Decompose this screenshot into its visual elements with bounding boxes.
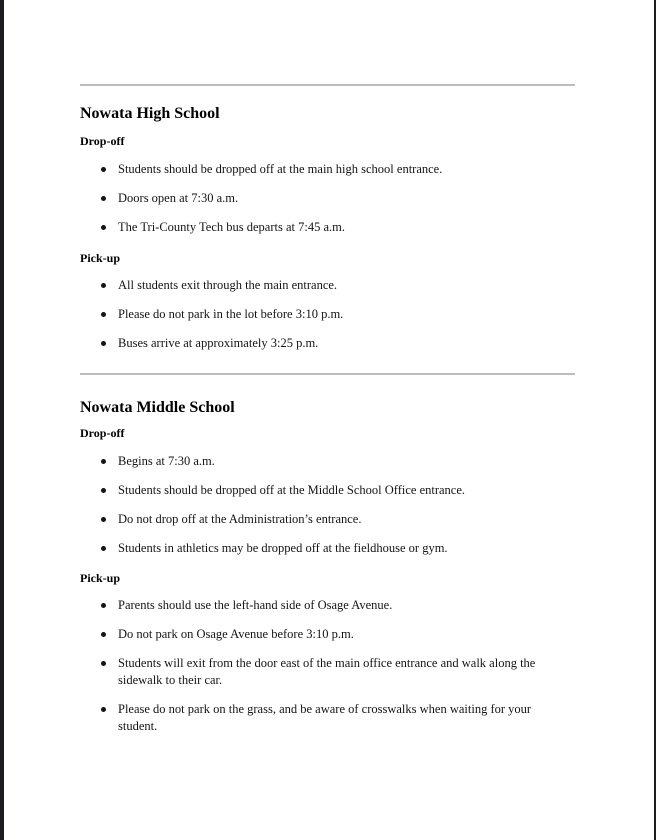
list-item: Students should be dropped off at the Middle School Office entrance. [118, 482, 550, 499]
bullet-list [80, 453, 575, 557]
list-item: Students in athletics may be dropped off at the fieldhouse or gym. [118, 540, 550, 557]
list-item: Do not drop off at the Administration’s entrance. [118, 511, 550, 528]
list-item: Students should be dropped off at the main high school entrance. [118, 161, 550, 178]
bullet-list [80, 277, 575, 352]
list-item: Students will exit from the door east of the main office entrance and walk along the sidewalk to their car. [118, 655, 550, 689]
section-middle-school [80, 399, 575, 735]
section-title: Nowata Middle School [80, 399, 235, 416]
list-item: Buses arrive at approximately 3:25 p.m. [118, 335, 550, 352]
bullet-list [80, 597, 575, 735]
subsection-title-pick-up: Pick-up [80, 571, 121, 585]
subsection-title-pick-up: Pick-up [80, 251, 121, 265]
list-item: Doors open at 7:30 a.m. [118, 190, 550, 207]
list-item: Parents should use the left-hand side of Osage Avenue. [118, 597, 550, 614]
section-high-school [80, 105, 575, 352]
list-item: The Tri-County Tech bus departs at 7:45 a.m. [118, 219, 550, 236]
section-divider [80, 373, 575, 375]
section-divider [80, 84, 575, 86]
document-page [4, 0, 654, 840]
list-item: Do not park on Osage Avenue before 3:10 p.m. [118, 626, 550, 643]
section-title: Nowata High School [80, 105, 220, 122]
bullet-list [80, 161, 575, 236]
list-item: Begins at 7:30 a.m. [118, 453, 550, 470]
list-item: All students exit through the main entrance. [118, 277, 550, 294]
subsection-title-drop-off: Drop-off [80, 134, 125, 148]
list-item: Please do not park on the grass, and be aware of crosswalks when waiting for your student. [118, 701, 550, 735]
list-item: Please do not park in the lot before 3:10 p.m. [118, 306, 550, 323]
subsection-title-drop-off: Drop-off [80, 426, 125, 440]
page-content [4, 0, 654, 735]
